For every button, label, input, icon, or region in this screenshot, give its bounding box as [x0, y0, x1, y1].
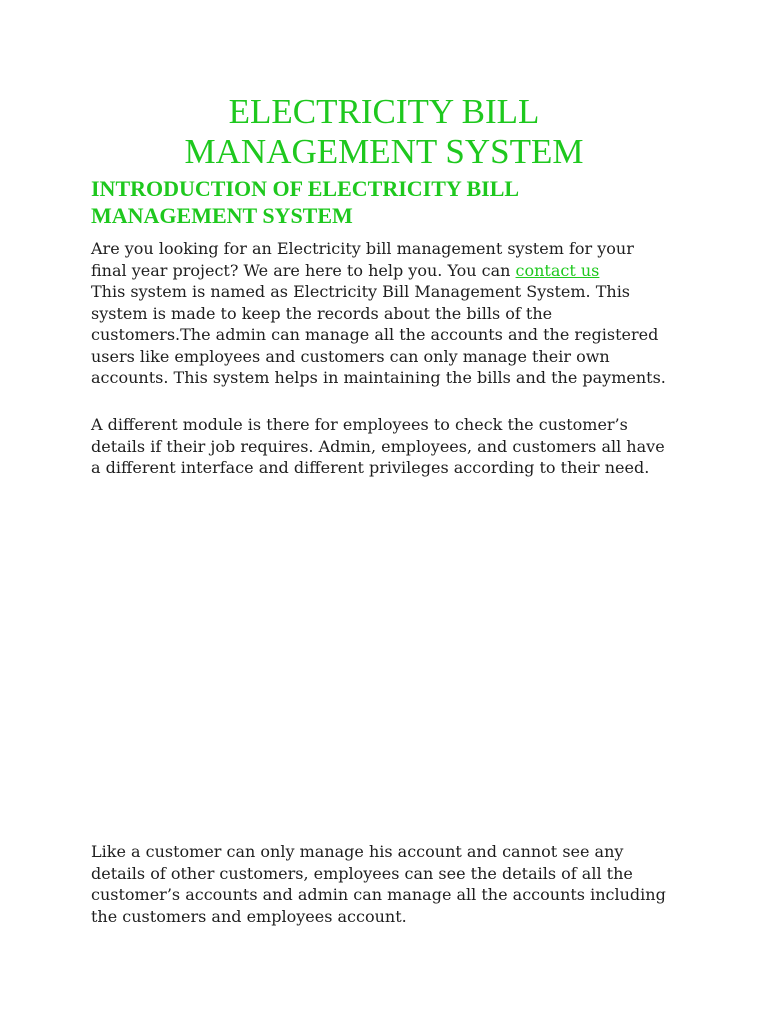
modules-paragraph — [91, 414, 691, 479]
paragraph-line: customer’s accounts and admin can manage all the accounts including — [91, 885, 666, 904]
intro-paragraph — [91, 238, 691, 389]
page-title-line-2: MANAGEMENT SYSTEM — [184, 132, 584, 171]
paragraph-line: system is made to keep the records about the bills of the — [91, 303, 553, 323]
paragraph-line: the customers and employees account. — [91, 906, 407, 926]
paragraph-line: Are you looking for an Electricity bill management system for your — [91, 239, 634, 258]
page-title — [0, 92, 768, 172]
paragraph-line: customers.The admin can manage all the accounts and the registered — [91, 325, 659, 344]
section-heading-introduction — [91, 175, 691, 229]
contact-us-link[interactable]: contact us — [515, 260, 600, 280]
paragraph-line: final year project? We are here to help you. You can — [91, 260, 516, 280]
paragraph-line: details of other customers, employees can see the details of all the — [91, 863, 633, 883]
paragraph-line: a different interface and different privileges according to their need. — [91, 458, 650, 477]
section-heading-line-2: MANAGEMENT SYSTEM — [91, 203, 353, 228]
paragraph-line: Like a customer can only manage his account and cannot see any — [91, 842, 624, 861]
paragraph-line: users like employees and customers can only manage their own — [91, 346, 610, 366]
paragraph-line: accounts. This system helps in maintaining the bills and the payments. — [91, 368, 666, 387]
section-heading-line-1: INTRODUCTION OF ELECTRICITY BILL — [91, 176, 520, 201]
paragraph-line: This system is named as Electricity Bill Management System. This — [91, 282, 631, 301]
page-title-line-1: ELECTRICITY BILL — [228, 92, 540, 131]
privileges-paragraph — [91, 841, 691, 927]
paragraph-line: A different module is there for employees to check the customer’s — [91, 415, 628, 434]
paragraph-line: details if their job requires. Admin, employees, and customers all have — [91, 436, 665, 456]
